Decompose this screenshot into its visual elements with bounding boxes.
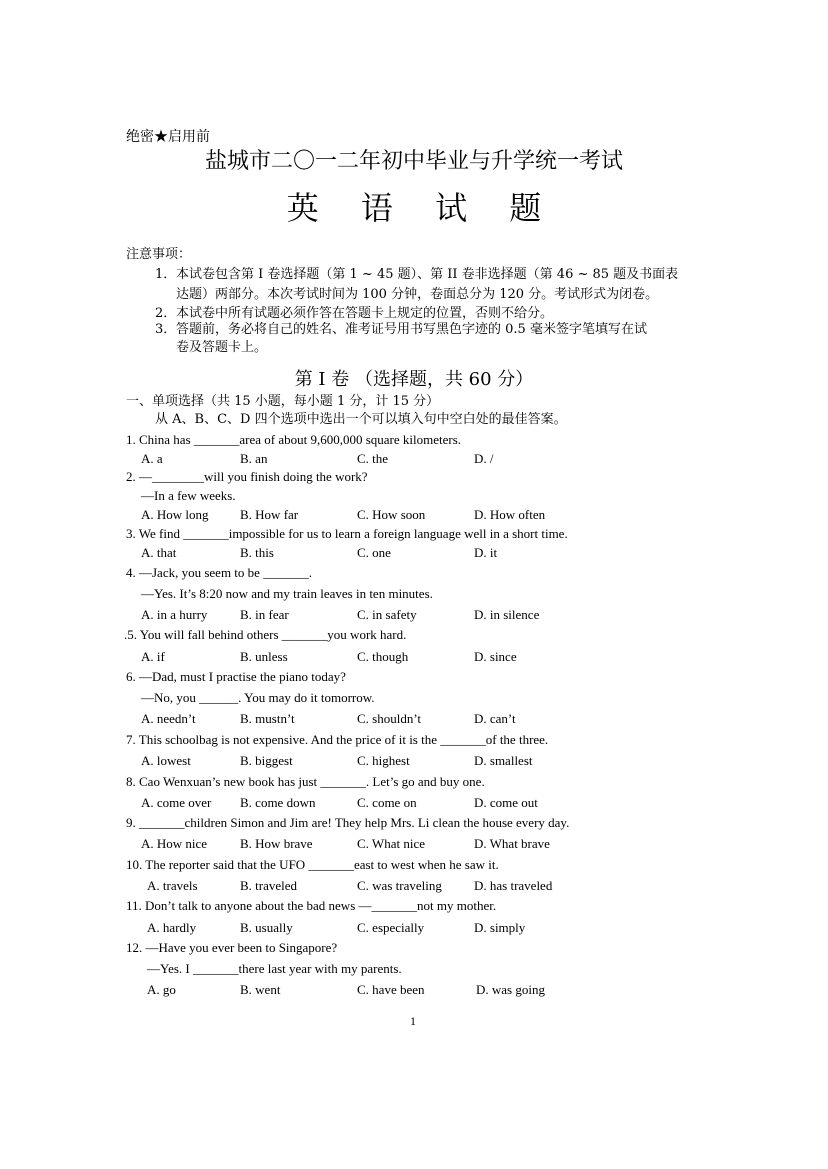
notice-num: 3． bbox=[155, 322, 177, 337]
option-b: B. in fear bbox=[240, 607, 289, 622]
option-d: D. it bbox=[474, 545, 498, 560]
question-stem: 2. —________will you finish doing the work? bbox=[126, 469, 368, 484]
option-b: B. unless bbox=[240, 649, 288, 664]
option-a: A. hardly bbox=[147, 920, 197, 935]
option-b: B. this bbox=[240, 545, 274, 560]
question-reply: —Yes. I _______there last year with my parents. bbox=[147, 961, 402, 976]
option-b: B. usually bbox=[240, 920, 293, 935]
option-c: C. one bbox=[357, 545, 391, 560]
option-b: B. How brave bbox=[240, 836, 313, 851]
notice-text: 本试卷包含第 I 卷选择题（第 1 ~ 45 题）、第 II 卷非选择题（第 46 ~ 85 题及书面表 bbox=[176, 267, 679, 282]
option-d: D. How often bbox=[474, 507, 546, 522]
option-d: D. / bbox=[474, 451, 494, 466]
question-stem: 10. The reporter said that the UFO _______east to west when he saw it. bbox=[126, 857, 499, 872]
option-c: C. though bbox=[357, 649, 409, 664]
notice-text: 卷及答题卡上。 bbox=[176, 340, 268, 355]
secret-label: 绝密★启用前 bbox=[126, 129, 210, 145]
option-c: C. come on bbox=[357, 795, 417, 810]
exam-title: 盐城市二〇一二年初中毕业与升学统一考试 bbox=[204, 149, 623, 174]
option-c: C. have been bbox=[357, 982, 425, 997]
option-d: D. has traveled bbox=[474, 878, 553, 893]
option-a: A. if bbox=[141, 649, 165, 664]
question-reply: —No, you ______. You may do it tomorrow. bbox=[141, 690, 375, 705]
subject-title: 英 语 试 题 bbox=[286, 189, 558, 227]
question-reply: —Yes. It’s 8:20 now and my train leaves in ten minutes. bbox=[141, 586, 433, 601]
option-b: B. come down bbox=[240, 795, 316, 810]
notice-text: 答题前，务必将自己的姓名、准考证号用书写黑色字迹的 0.5 毫米签字笔填写在试 bbox=[176, 322, 647, 337]
notice-text: 达题）两部分。本次考试时间为 100 分钟，卷面总分为 120 分。考试形式为闭卷。 bbox=[176, 287, 659, 302]
option-d: D. come out bbox=[474, 795, 538, 810]
option-d: D. in silence bbox=[474, 607, 540, 622]
question-reply: —In a few weeks. bbox=[141, 488, 236, 503]
notice-label: 注意事项： bbox=[126, 247, 192, 262]
option-d: D. since bbox=[474, 649, 517, 664]
option-c: C. What nice bbox=[357, 836, 425, 851]
option-d: D. can’t bbox=[474, 711, 516, 726]
option-b: B. mustn’t bbox=[240, 711, 295, 726]
option-b: B. biggest bbox=[240, 753, 293, 768]
notice-num: 2． bbox=[155, 306, 177, 321]
option-c: C. highest bbox=[357, 753, 410, 768]
option-a: A. needn’t bbox=[141, 711, 196, 726]
option-a: A. How long bbox=[141, 507, 209, 522]
question-stem: 9. _______children Simon and Jim are! They help Mrs. Li clean the house every day. bbox=[126, 815, 570, 830]
question-stem: .5. You will fall behind others _______you work hard. bbox=[124, 627, 407, 642]
option-a: A. a bbox=[141, 451, 163, 466]
option-d: D. smallest bbox=[474, 753, 533, 768]
option-c: C. the bbox=[357, 451, 389, 466]
question-stem: 1. China has _______area of about 9,600,000 square kilometers. bbox=[126, 432, 462, 447]
option-c: C. shouldn’t bbox=[357, 711, 422, 726]
option-a: A. in a hurry bbox=[141, 607, 208, 622]
option-a: A. How nice bbox=[141, 836, 208, 851]
part-instruction: 从 A、B、C、D 四个选项中选出一个可以填入句中空白处的最佳答案。 bbox=[155, 412, 567, 427]
option-b: B. traveled bbox=[240, 878, 298, 893]
option-c: C. especially bbox=[357, 920, 425, 935]
option-b: B. an bbox=[240, 451, 268, 466]
option-c: C. in safety bbox=[357, 607, 417, 622]
option-d: D. was going bbox=[476, 982, 545, 997]
option-c: C. How soon bbox=[357, 507, 426, 522]
option-b: B. went bbox=[240, 982, 281, 997]
option-d: D. What brave bbox=[474, 836, 550, 851]
option-a: A. travels bbox=[147, 878, 198, 893]
question-stem: 12. —Have you ever been to Singapore? bbox=[126, 940, 338, 955]
question-stem: 3. We find _______impossible for us to learn a foreign language well in a short time. bbox=[126, 526, 568, 541]
part-heading: 一、单项选择（共 15 小题，每小题 1 分，计 15 分） bbox=[126, 394, 440, 409]
question-stem: 4. —Jack, you seem to be _______. bbox=[126, 565, 312, 580]
question-stem: 11. Don’t talk to anyone about the bad news —_______not my mother. bbox=[126, 898, 497, 913]
notice-num: 1． bbox=[155, 267, 177, 282]
notice-text: 本试卷中所有试题必须作答在答题卡上规定的位置，否则不给分。 bbox=[176, 306, 554, 321]
option-c: C. was traveling bbox=[357, 878, 442, 893]
option-a: A. that bbox=[141, 545, 177, 560]
question-stem: 6. —Dad, must I practise the piano today? bbox=[126, 669, 346, 684]
option-b: B. How far bbox=[240, 507, 299, 522]
option-a: A. come over bbox=[141, 795, 212, 810]
section-title: 第 I 卷 （选择题，共 60 分） bbox=[294, 369, 534, 390]
option-a: A. go bbox=[147, 982, 176, 997]
option-a: A. lowest bbox=[141, 753, 191, 768]
question-stem: 7. This schoolbag is not expensive. And the price of it is the _______of the three. bbox=[126, 732, 549, 747]
question-stem: 8. Cao Wenxuan’s new book has just _______. Let’s go and buy one. bbox=[126, 774, 485, 789]
page-number: 1 bbox=[410, 1014, 416, 1028]
option-d: D. simply bbox=[474, 920, 526, 935]
